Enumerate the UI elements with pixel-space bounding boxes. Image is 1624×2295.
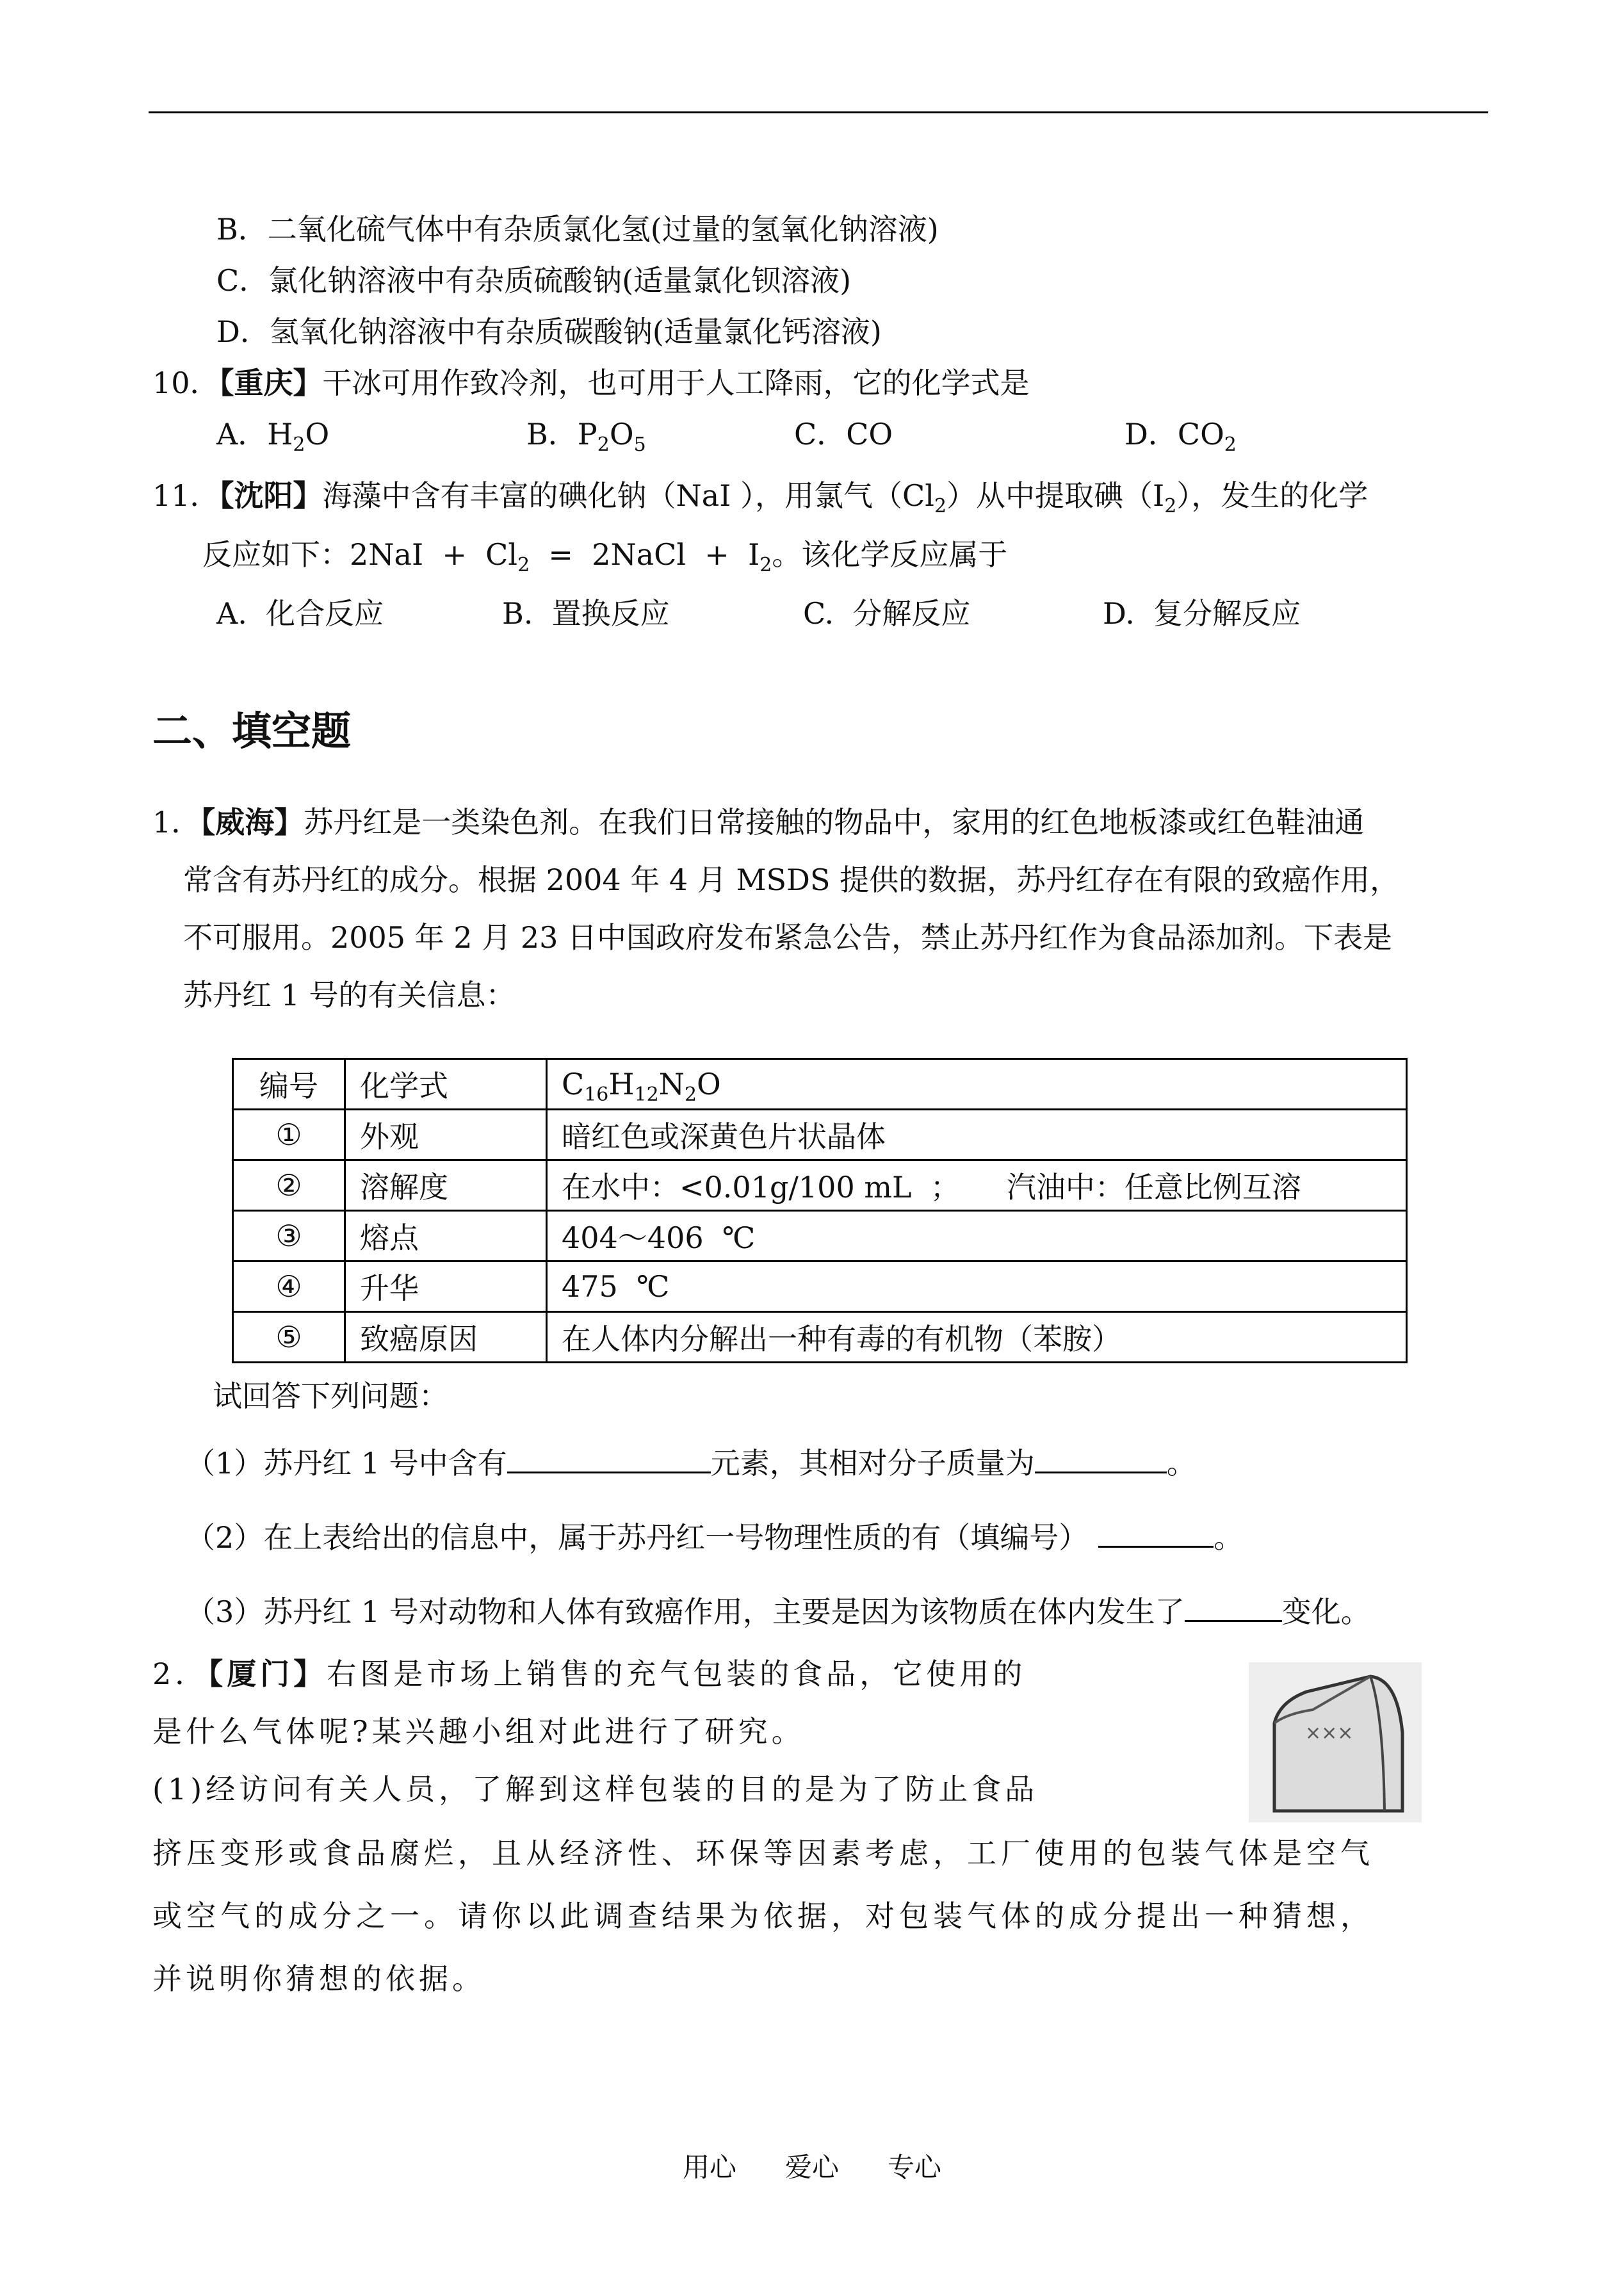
row-value: 暗红色或深黄色片状晶体 <box>547 1110 1407 1160</box>
answer-blank[interactable] <box>1185 1592 1282 1622</box>
fill2-line2: 是什么气体呢?某兴趣小组对此进行了研究。 <box>152 1714 805 1749</box>
fill2-line4: 挤压变形或食品腐烂，且从经济性、环保等因素考虑，工厂使用的包装气体是空气 <box>152 1836 1374 1870</box>
table-row <box>233 1261 1407 1312</box>
fill1-line1: 1．【威海】苏丹红是一类染色剂。在我们日常接触的物品中，家用的红色地板漆或红色鞋油通 <box>152 805 1365 839</box>
fill2-line1: 2．【厦门】右图是市场上销售的充气包装的食品，它使用的 <box>152 1657 1027 1691</box>
page-footer <box>0 2152 1624 2184</box>
food-package-illustration <box>1249 1662 1422 1822</box>
fill1-line4: 苏丹红 1 号的有关信息： <box>183 978 516 1012</box>
fill1-number: 1． <box>152 805 201 839</box>
footer-word-1: 用心 <box>682 2152 736 2183</box>
row-value: 404～406 ℃ <box>547 1211 1407 1261</box>
row-value: 在人体内分解出一种有毒的有机物（苯胺） <box>547 1312 1407 1363</box>
q9-option-d: D．氢氧化钠溶液中有杂质碳酸钠(适量氯化钙溶液) <box>216 314 882 349</box>
row-property: 溶解度 <box>345 1160 547 1211</box>
row-number: ⑤ <box>233 1312 345 1363</box>
footer-word-3: 专心 <box>888 2152 942 2183</box>
table-row <box>233 1211 1407 1261</box>
answer-blank[interactable] <box>507 1443 711 1473</box>
q10-option-b: B．$P_2O_5$ <box>526 417 646 456</box>
package-mark: ××× <box>1305 1722 1354 1744</box>
answer-blank[interactable] <box>1035 1443 1167 1473</box>
q11-option-a: A. 化合反应 <box>216 596 384 631</box>
q11-option-c: C. 分解反应 <box>803 596 971 631</box>
q10-text: 干冰可用作致冷剂，也可用于人工降雨，它的化学式是 <box>322 366 1030 400</box>
table-row <box>233 1160 1407 1211</box>
q10-source: 【重庆】 <box>219 366 323 400</box>
fill1-source: 【威海】 <box>200 805 304 839</box>
q10-number: 10． <box>152 366 220 400</box>
table-row <box>233 1110 1407 1160</box>
fill2-number: 2． <box>152 1657 209 1691</box>
row-number: ④ <box>233 1261 345 1312</box>
footer-word-2: 爱心 <box>784 2152 839 2183</box>
table-header-formula: $C_{16}H_{12}N_2O$ <box>547 1059 1407 1110</box>
q11-stem-line1: 11．【沈阳】海藻中含有丰富的碘化钠（NaI ），用氯气$(Cl_2)$从中提取碘$(I_2)$，发生的化学 <box>152 478 1368 517</box>
fill1-questions-intro: 试回答下列问题： <box>213 1379 448 1413</box>
q11-stem-line2: 反应如下：$2NaI + Cl_2$ = 2NaCl + $I_2$。该化学反应属于 <box>202 537 1008 576</box>
q10-stem <box>152 364 1030 402</box>
q10-option-d: D．$CO_2$ <box>1125 417 1237 456</box>
row-property: 升华 <box>345 1261 547 1312</box>
fill2-line5: 或空气的成分之一。请你以此调查结果为依据，对包装气体的成分提出一种猜想， <box>152 1899 1374 1933</box>
row-value: 475 ℃ <box>547 1261 1407 1312</box>
row-property: 熔点 <box>345 1211 547 1261</box>
fill1-line2: 常含有苏丹红的成分。根据 2004 年 4 月 MSDS 提供的数据，苏丹红存在有限的致癌作用， <box>183 863 1400 897</box>
q10-option-c: C．CO <box>794 417 893 451</box>
table-header-number: 编号 <box>233 1059 345 1110</box>
header-rule <box>149 111 1488 113</box>
fill2-line6: 并说明你猜想的依据。 <box>152 1961 485 1996</box>
answer-blank[interactable] <box>1098 1518 1214 1548</box>
row-number: ③ <box>233 1211 345 1261</box>
row-number: ② <box>233 1160 345 1211</box>
fill1-line3: 不可服用。2005 年 2 月 23 日中国政府发布紧急公告，禁止苏丹红作为食品添加剂。下表是 <box>183 920 1392 955</box>
q11-number: 11． <box>152 478 220 513</box>
q11-option-d: D. 复分解反应 <box>1103 596 1301 631</box>
q9-option-b: B．二氧化硫气体中有杂质氯化氢(过量的氢氧化钠溶液) <box>216 212 939 247</box>
sudan-red-info-table <box>232 1058 1408 1363</box>
fill1-question-3: （3）苏丹红 1 号对动物和人体有致癌作用，主要是因为该物质在体内发生了 变化。 <box>186 1592 1370 1631</box>
table-row <box>233 1312 1407 1363</box>
row-property: 外观 <box>345 1110 547 1160</box>
fill2-line3: (1)经访问有关人员，了解到这样包装的目的是为了防止食品 <box>152 1772 1039 1806</box>
fill1-question-2: （2）在上表给出的信息中，属于苏丹红一号物理性质的有（填编号） 。 <box>186 1518 1243 1557</box>
section-heading: 二、填空题 <box>152 708 352 754</box>
row-property: 致癌原因 <box>345 1312 547 1363</box>
q10-option-a: A．$H_2O$ <box>216 417 330 456</box>
fill2-source: 【厦门】 <box>208 1657 327 1691</box>
q11-source: 【沈阳】 <box>219 478 323 513</box>
q11-option-b: B. 置换反应 <box>502 596 670 631</box>
q9-option-c: C．氯化钠溶液中有杂质硫酸钠(适量氯化钡溶液) <box>216 263 852 298</box>
table-header-formula-label: 化学式 <box>345 1059 547 1110</box>
fill1-question-1: （1）苏丹红 1 号中含有 元素，其相对分子质量为 。 <box>186 1443 1196 1482</box>
row-number: ① <box>233 1110 345 1160</box>
row-value: 在水中：<0.01g/100 mL ； 汽油中：任意比例互溶 <box>547 1160 1407 1211</box>
table-header-row <box>233 1059 1407 1110</box>
